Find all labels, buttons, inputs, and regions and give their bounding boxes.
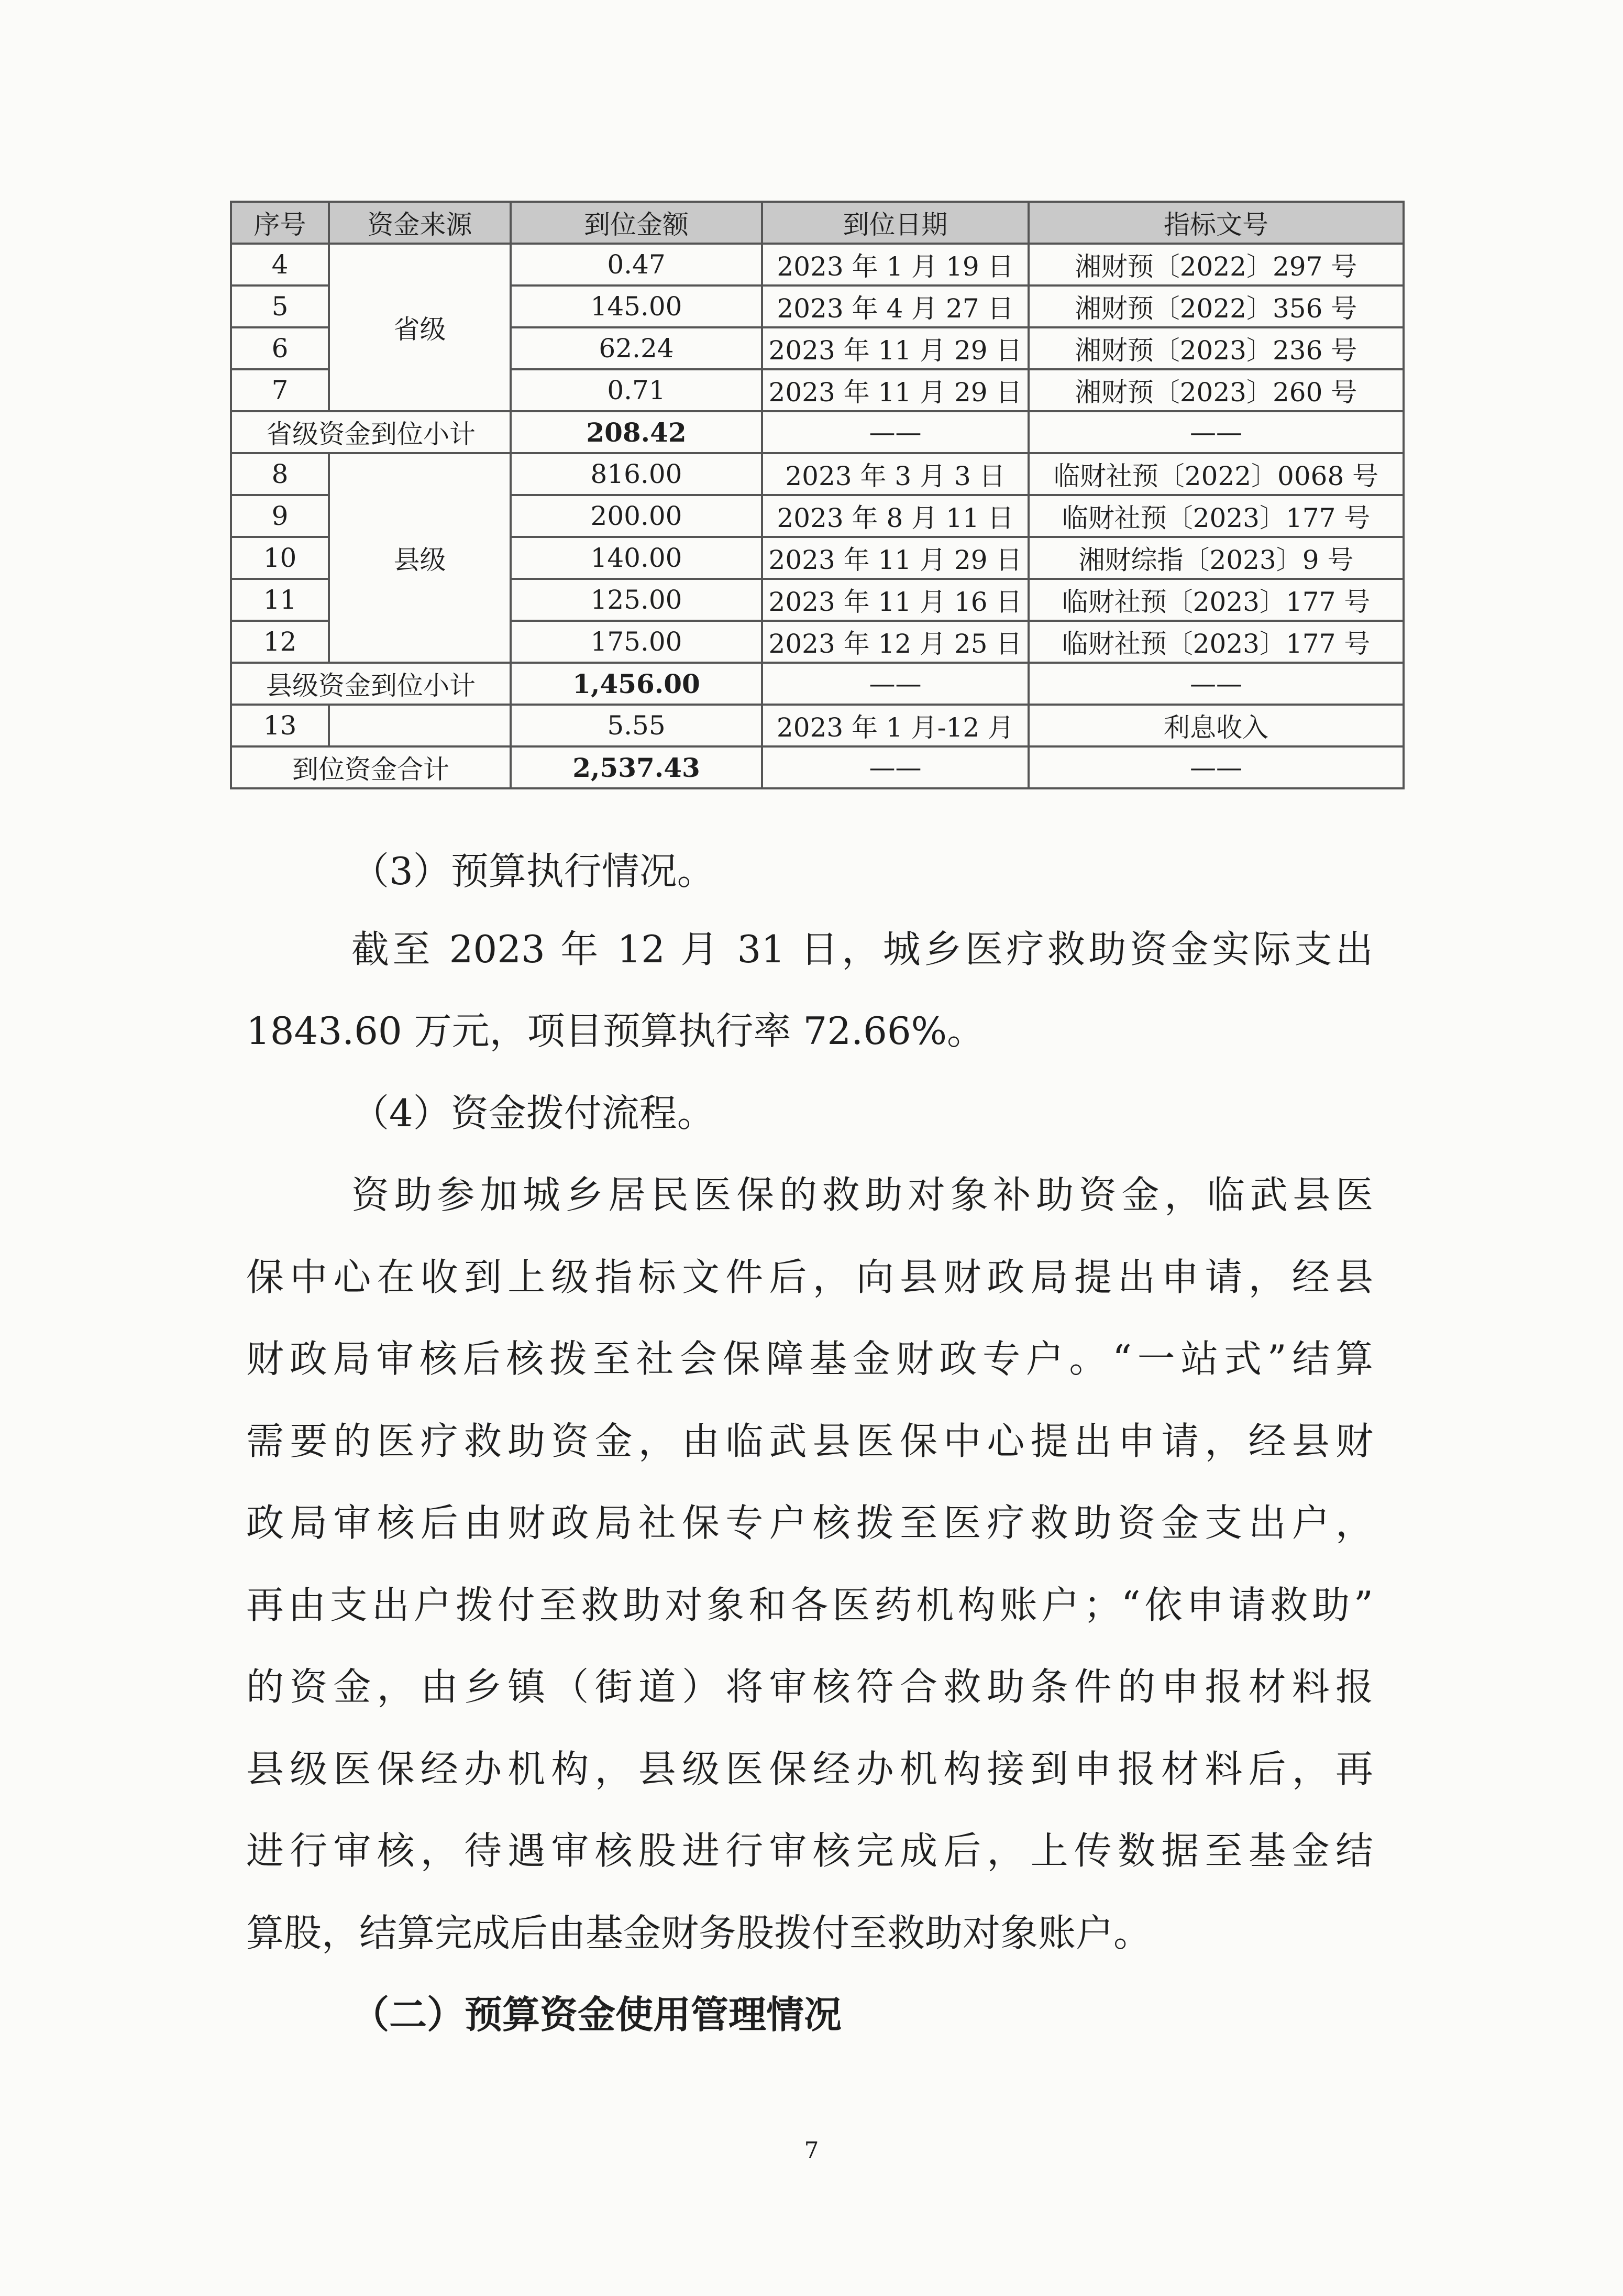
cell: 140.00 (511, 537, 762, 579)
cell: 临财社预〔2023〕177 号 (1029, 495, 1404, 537)
cell: 1,456.00 (511, 663, 762, 705)
funds-table (230, 201, 1405, 789)
text-line: 资助参加城乡居民医保的救助对象补助资金，临武县医 (351, 1173, 1373, 1217)
table-header-row (231, 202, 1404, 244)
cell: 5 (231, 285, 329, 327)
cell: 2023 年 12 月 25 日 (762, 621, 1029, 663)
cell: —— (762, 746, 1029, 788)
cell: 临财社预〔2023〕177 号 (1029, 579, 1404, 621)
fund-source-cell: 县级 (329, 453, 511, 663)
cell: 175.00 (511, 621, 762, 663)
text-line: 政局审核后由财政局社保专户核拨至医疗救助资金支出户， (246, 1501, 1373, 1545)
cell: 200.00 (511, 495, 762, 537)
cell: 2023 年 4 月 27 日 (762, 285, 1029, 327)
interest-row (231, 705, 1404, 746)
text-line: 再由支出户拨付至救助对象和各医药机构账户；“依申请救助” (246, 1583, 1373, 1627)
cell: 2023 年 11 月 29 日 (762, 537, 1029, 579)
cell: 125.00 (511, 579, 762, 621)
fund-source-cell: 省级 (329, 244, 511, 411)
cell: 到位资金合计 (231, 746, 511, 788)
cell: 省级资金到位小计 (231, 411, 511, 453)
cell: 2023 年 8 月 11 日 (762, 495, 1029, 537)
text-line: 截至 2023 年 12 月 31 日，城乡医疗救助资金实际支出 (351, 927, 1373, 971)
cell: —— (1029, 663, 1404, 705)
cell: 62.24 (511, 327, 762, 369)
county-subtotal-row (231, 663, 1404, 705)
cell: 0.71 (511, 369, 762, 411)
text-line: 财政局审核后核拨至社会保障基金财政专户。“一站式”结算 (246, 1337, 1373, 1381)
text-line: （二）预算资金使用管理情况 (351, 1992, 842, 2037)
table-row (231, 244, 1404, 285)
text-line: 保中心在收到上级指标文件后，向县财政局提出申请，经县 (246, 1255, 1373, 1299)
text-line: （3）预算执行情况。 (351, 849, 715, 893)
cell: 临财社预〔2022〕0068 号 (1029, 453, 1404, 495)
text-line: 进行审核，待遇审核股进行审核完成后，上传数据至基金结 (246, 1829, 1373, 1873)
page-number: 7 (804, 2137, 819, 2164)
text-line: （4）资金拨付流程。 (351, 1091, 715, 1135)
cell: 8 (231, 453, 329, 495)
cell: 湘财综指〔2023〕9 号 (1029, 537, 1404, 579)
cell: 10 (231, 537, 329, 579)
cell: —— (1029, 411, 1404, 453)
cell: —— (1029, 746, 1404, 788)
header-cell: 序号 (231, 202, 329, 244)
cell: 4 (231, 244, 329, 285)
cell: 2023 年 11 月 16 日 (762, 579, 1029, 621)
cell: 县级资金到位小计 (231, 663, 511, 705)
cell: 0.47 (511, 244, 762, 285)
cell: 208.42 (511, 411, 762, 453)
province-subtotal-row (231, 411, 1404, 453)
cell: 2023 年 11 月 29 日 (762, 327, 1029, 369)
header-cell: 到位金额 (511, 202, 762, 244)
cell: 2023 年 11 月 29 日 (762, 369, 1029, 411)
cell: 145.00 (511, 285, 762, 327)
text-line: 需要的医疗救助资金，由临武县医保中心提出申请，经县财 (246, 1419, 1373, 1463)
text-line: 县级医保经办机构，县级医保经办机构接到申报材料后，再 (246, 1746, 1373, 1791)
cell: 利息收入 (1029, 705, 1404, 746)
text-line: 1843.60 万元，项目预算执行率 72.66%。 (246, 1009, 985, 1053)
cell: 湘财预〔2023〕260 号 (1029, 369, 1404, 411)
cell: 7 (231, 369, 329, 411)
cell (329, 705, 511, 746)
cell: 湘财预〔2022〕297 号 (1029, 244, 1404, 285)
header-cell: 指标文号 (1029, 202, 1404, 244)
cell: —— (762, 411, 1029, 453)
cell: 湘财预〔2023〕236 号 (1029, 327, 1404, 369)
header-cell: 资金来源 (329, 202, 511, 244)
table-row (231, 453, 1404, 495)
text-line: 算股，结算完成后由基金财务股拨付至救助对象账户。 (246, 1910, 1152, 1955)
cell: 13 (231, 705, 329, 746)
text-line: 的资金，由乡镇（街道）将审核符合救助条件的申报材料报 (246, 1665, 1373, 1709)
cell: 临财社预〔2023〕177 号 (1029, 621, 1404, 663)
cell: 2023 年 1 月-12 月 (762, 705, 1029, 746)
cell: 2023 年 3 月 3 日 (762, 453, 1029, 495)
cell: 5.55 (511, 705, 762, 746)
cell: —— (762, 663, 1029, 705)
cell: 湘财预〔2022〕356 号 (1029, 285, 1404, 327)
cell: 9 (231, 495, 329, 537)
total-row (231, 746, 1404, 788)
header-cell: 到位日期 (762, 202, 1029, 244)
cell: 2,537.43 (511, 746, 762, 788)
cell: 816.00 (511, 453, 762, 495)
cell: 11 (231, 579, 329, 621)
cell: 6 (231, 327, 329, 369)
cell: 2023 年 1 月 19 日 (762, 244, 1029, 285)
cell: 12 (231, 621, 329, 663)
